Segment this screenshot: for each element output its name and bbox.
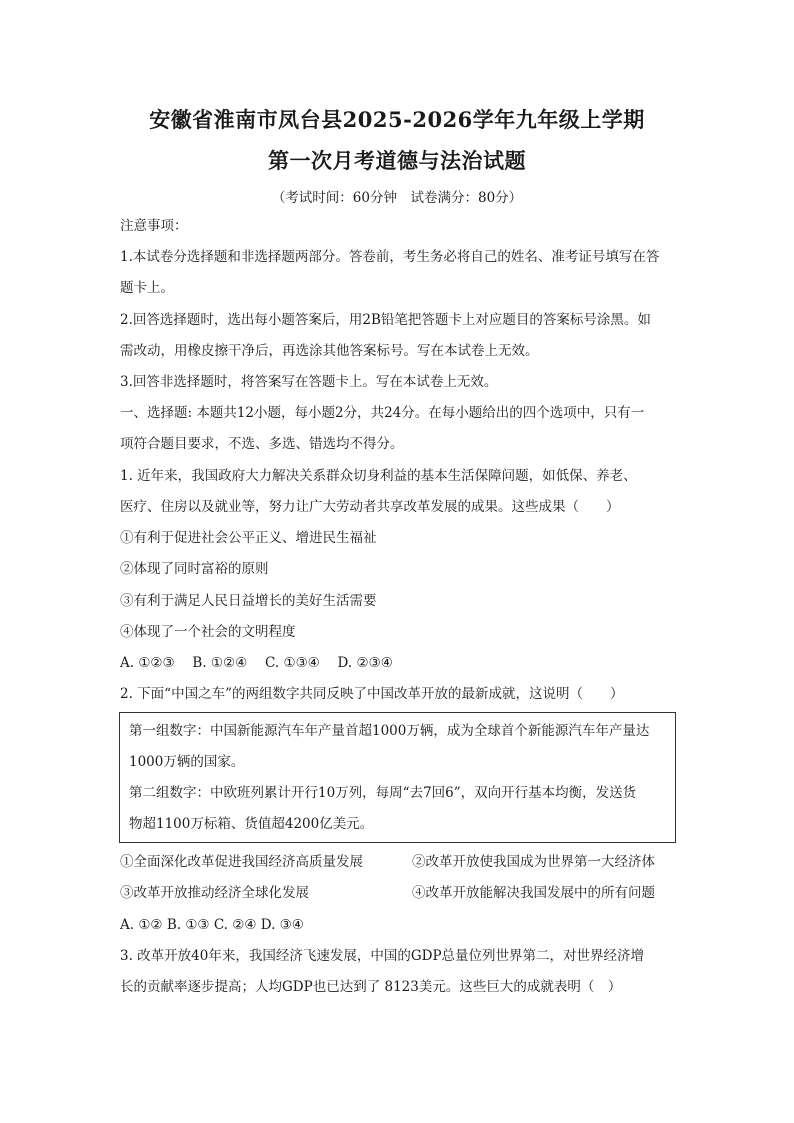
q2-option-3: ③改革开放推动经济全球化发展: [120, 885, 309, 901]
q2-box-line-b: 1000万辆的国家。: [129, 754, 245, 770]
exam-title-line1: 安徽省淮南市凤台县2025-2026学年九年级上学期: [149, 107, 645, 132]
exam-info: （考试时间：60分钟 试卷满分：80分）: [271, 190, 523, 206]
q1-option-2: ②体现了同时富裕的原则: [120, 561, 269, 577]
q3-stem-b: 长的贡献率逐步提高；人均GDP也已达到了 8123美元。这些巨大的成就表明（ ）: [120, 979, 622, 995]
note-3: 3.回答非选择题时，将答案写在答题卡上。写在本试卷上无效。: [120, 374, 498, 390]
q1-choices: A. ①②③ B. ①②④ C. ①③④ D. ②③④: [120, 655, 393, 671]
q2-choices: A. ①② B. ①③ C. ②④ D. ③④: [120, 917, 304, 933]
q1-stem-a: 1. 近年来，我国政府大力解决关系群众切身利益的基本生活保障问题，如低保、养老、: [120, 468, 637, 484]
exam-title-line2: 第一次月考道德与法治试题: [268, 148, 526, 173]
q1-stem-b: 医疗、住房以及就业等，努力让广大劳动者共享改革发展的成果。这些成果（ ）: [120, 499, 620, 515]
note-2-line-a: 2.回答选择题时，选出每小题答案后，用2B铅笔把答题卡上对应题目的答案标号涂黑。如: [120, 312, 651, 328]
note-1-line-a: 1.本试卷分选择题和非选择题两部分。答卷前，考生务必将自己的姓名、准考证号填写在答: [120, 249, 660, 265]
q1-option-3: ③有利于满足人民日益增长的美好生活需要: [120, 593, 377, 609]
note-1-line-b: 题卡上。: [120, 280, 174, 296]
notes-heading: 注意事项：: [120, 218, 188, 234]
q2-option-2: ②改革开放使我国成为世界第一大经济体: [412, 854, 655, 870]
q2-box-line-c: 第二组数字：中欧班列累计开行10万列，每周“去7回6”，双向开行基本均衡，发送货: [129, 785, 637, 801]
q2-data-box: [119, 712, 676, 843]
q2-option-1: ①全面深化改革促进我国经济高质量发展: [120, 854, 363, 870]
q2-stem: 2. 下面“中国之车”的两组数字共同反映了中国改革开放的最新成就，这说明（ ）: [120, 686, 624, 702]
q1-option-1: ①有利于促进社会公平正义、增进民生福祉: [120, 530, 377, 546]
q2-option-4: ④改革开放能解决我国发展中的所有问题: [412, 885, 655, 901]
q2-box-line-d: 物超1100万标箱、货值超4200亿美元。: [129, 816, 374, 832]
q2-box-line-a: 第一组数字：中国新能源汽车年产量首超1000万辆，成为全球首个新能源汽车年产量达: [129, 723, 650, 739]
section1-line-a: 一、选择题: 本题共12小题，每小题2分，共24分。在每小题给出的四个选项中，只有一: [120, 405, 645, 421]
q3-stem-a: 3. 改革开放40年来，我国经济飞速发展，中国的GDP总量位列世界第二，对世界经济增: [120, 948, 645, 964]
note-2-line-b: 需改动，用橡皮擦干净后，再选涂其他答案标号。写在本试卷上无效。: [120, 343, 539, 359]
q1-option-4: ④体现了一个社会的文明程度: [120, 624, 296, 640]
section1-line-b: 项符合题目要求，不选、多选、错选均不得分。: [120, 436, 404, 452]
